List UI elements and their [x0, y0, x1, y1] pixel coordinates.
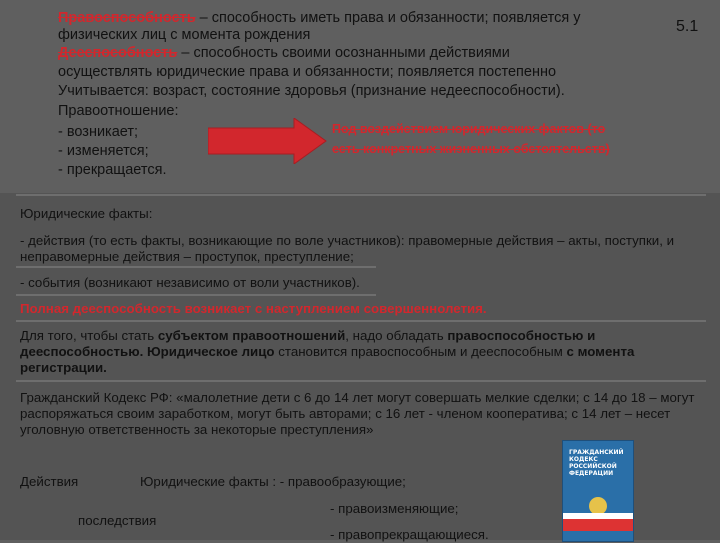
diagram-consequences: последствия	[78, 513, 157, 528]
slide-number: 5.1	[676, 18, 699, 35]
divider	[16, 320, 706, 322]
term-legal-capacity: Правоспособность	[58, 10, 196, 26]
list-item: - прекращается.	[58, 162, 167, 178]
list-item: - возникает;	[58, 124, 139, 140]
civil-code-book-image	[562, 440, 634, 542]
legal-relation-heading: Правоотношение:	[58, 103, 179, 119]
divider	[16, 194, 706, 196]
definition-legal-capacity	[58, 10, 580, 27]
bold-span: субъектом правоотношений	[157, 328, 346, 343]
text-span: Для того, чтобы стать	[20, 328, 158, 343]
diagram-legal-facts: Юридические факты : - правообразующие;	[140, 474, 406, 489]
divider	[16, 266, 376, 268]
definition-text: – способность своими осознанными действиями	[177, 45, 510, 61]
paragraph-full-capacity: Полная дееспособность возникает с наступлением совершеннолетия.	[20, 301, 487, 316]
text-line: физических лиц с момента рождения	[58, 27, 311, 43]
divider	[16, 294, 376, 296]
callout-line: Под воздействием юридических фактов (то	[332, 122, 606, 136]
paragraph-actions: - действия (то есть факты, возникающие по воле участников): правомерные действия – акты, поступки, и неправомерные действия – проступок, преступление;	[20, 233, 675, 264]
paragraph-legal-facts: Юридические факты:	[20, 206, 153, 221]
list-item: - изменяется;	[58, 143, 149, 159]
paragraph-subject	[20, 328, 710, 376]
text-span: , надо обладать	[345, 328, 448, 343]
paragraph-events: - события (возникают независимо от воли участников).	[20, 275, 360, 290]
term-dispositive-capacity: Дееспособность	[58, 45, 178, 61]
text-line: Учитывается: возраст, состояние здоровья (признание недееспособности).	[58, 83, 565, 99]
callout-line: есть конкретных жизненных обстоятельств)	[332, 142, 610, 156]
divider	[16, 380, 706, 382]
definition-dispositive-capacity	[58, 45, 510, 62]
right-arrow-icon	[208, 118, 328, 164]
book-title: ГРАЖДАНСКИЙ КОДЕКС РОССИЙСКОЙ ФЕДЕРАЦИИ	[569, 449, 624, 477]
bold-span: с момента регистрации.	[20, 344, 635, 375]
diagram-item: - правоизменяющие;	[330, 501, 459, 516]
flag-stripe	[563, 519, 633, 531]
diagram-actions: Действия	[20, 474, 79, 489]
paragraph-civil-code: Гражданский Кодекс РФ: «малолетние дети с 6 до 14 лет могут совершать мелкие сделки; с 14 до 18 – могут распоряжаться своим заработком, могут быть авторами; с 16 лет - членом кооператива; с 14 лет – несет уголовную ответственность за некоторые преступления»	[20, 390, 695, 437]
bold-span: правоспособностью и дееспособностью. Юридическое лицо	[20, 328, 596, 359]
text-line: осуществлять юридические права и обязанности; появляется постепенно	[58, 64, 557, 80]
text-span: становится правоспособным и дееспособным	[274, 344, 567, 359]
diagram-item: - правопрекращающиеся.	[330, 527, 489, 542]
definition-text: – способность иметь права и обязанности; появляется у	[195, 10, 581, 26]
